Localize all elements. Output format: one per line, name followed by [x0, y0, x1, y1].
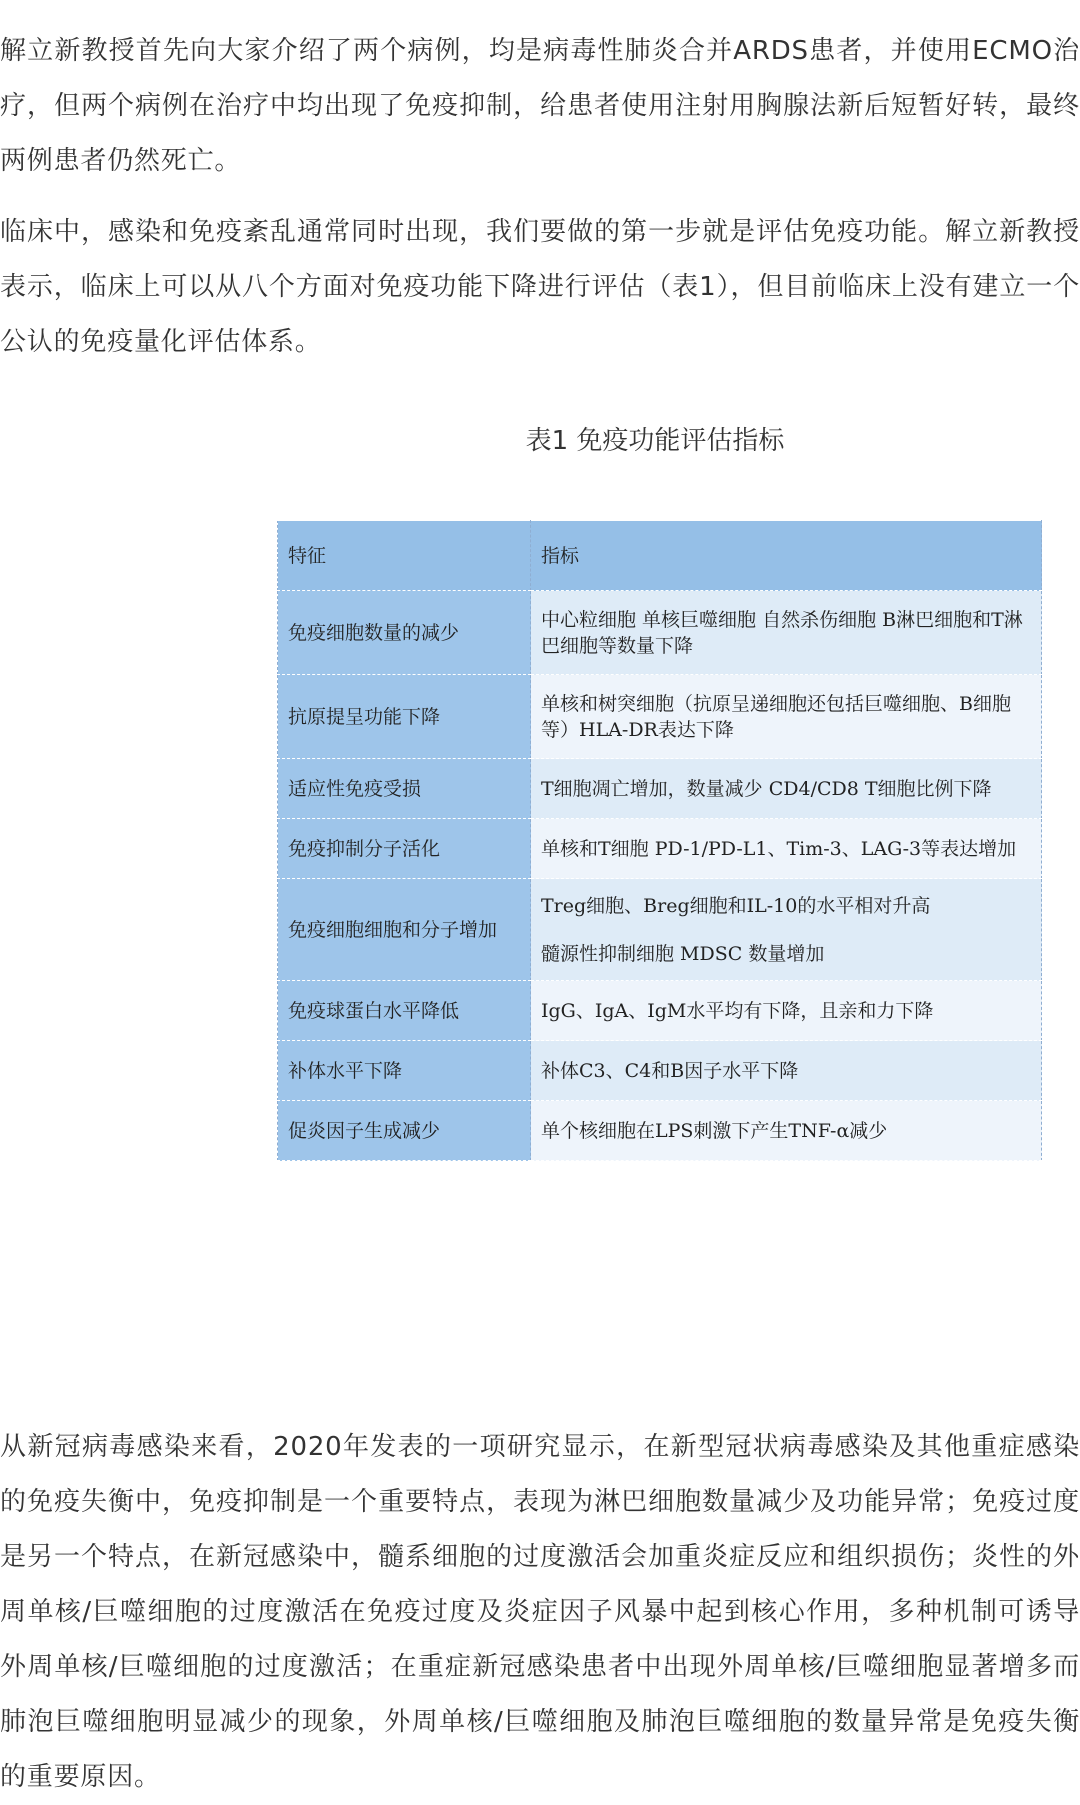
indicator-text: 单个核细胞在LPS刺激下产生TNF-α减少 [541, 1119, 888, 1142]
cell-indicator [531, 981, 1042, 1041]
indicator-text: 单核和T细胞 PD-1/PD-L1、Tim-3、LAG-3等表达增加 [541, 837, 1017, 860]
indicator-text: T细胞凋亡增加，数量减少 CD4/CD8 T细胞比例下降 [541, 777, 992, 800]
table-row [278, 675, 1042, 759]
table-caption: 表1 免疫功能评估指标 [525, 426, 785, 456]
cell-indicator [531, 759, 1042, 819]
paragraph-case-intro: 解立新教授首先向大家介绍了两个病例，均是病毒性肺炎合并ARDS患者，并使用ECMO治疗，但两个病例在治疗中均出现了免疫抑制，给患者使用注射用胸腺法新后短暂好转，最终两例患者仍然死亡。 [0, 36, 1080, 176]
header-feature: 特征 [278, 521, 531, 591]
indicator-text: IgG、IgA、IgM水平均有下降，且亲和力下降 [541, 999, 934, 1022]
table-row [278, 1041, 1042, 1101]
indicator-text: 中心粒细胞 单核巨噬细胞 自然杀伤细胞 B淋巴细胞和T淋巴细胞等数量下降 [541, 608, 1023, 657]
immune-index-table [277, 520, 1042, 1161]
immune-index-table-image [277, 520, 1042, 1161]
table-row [278, 819, 1042, 879]
cell-indicator [531, 675, 1042, 759]
indicator-text: 髓源性抑制细胞 MDSC 数量增加 [541, 942, 825, 965]
table-row [278, 879, 1042, 981]
table-row [278, 591, 1042, 675]
table-header-row [278, 521, 1042, 591]
cell-feature: 促炎因子生成减少 [278, 1101, 531, 1161]
cell-indicator [531, 1101, 1042, 1161]
indicator-text: 补体C3、C4和B因子水平下降 [541, 1059, 799, 1082]
cell-indicator [531, 1041, 1042, 1101]
paragraph-covid-immune-imbalance: 从新冠病毒感染来看，2020年发表的一项研究显示，在新型冠状病毒感染及其他重症感染的免疫失衡中，免疫抑制是一个重要特点，表现为淋巴细胞数量减少及功能异常；免疫过度是另一个特点，在新冠感染中，髓系细胞的过度激活会加重炎症反应和组织损伤；炎性的外周单核/巨噬细胞的过度激活在免疫过度及炎症因子风暴中起到核心作用，多种机制可诱导外周单核/巨噬细胞的过度激活；在重症新冠感染患者中出现外周单核/巨噬细胞显著增多而肺泡巨噬细胞明显减少的现象，外周单核/巨噬细胞及肺泡巨噬细胞的数量异常是免疫失衡的重要原因。 [0, 1432, 1080, 1792]
indicator-text: 单核和树突细胞（抗原呈递细胞还包括巨噬细胞、B细胞等）HLA-DR表达下降 [541, 692, 1011, 741]
cell-feature: 补体水平下降 [278, 1041, 531, 1101]
cell-feature: 适应性免疫受损 [278, 759, 531, 819]
table-row [278, 1101, 1042, 1161]
indicator-text: Treg细胞、Breg细胞和IL-10的水平相对升高 [541, 894, 931, 917]
cell-feature: 免疫细胞数量的减少 [278, 591, 531, 675]
cell-indicator [531, 879, 1042, 981]
header-indicator: 指标 [531, 521, 1042, 591]
cell-indicator [531, 819, 1042, 879]
cell-feature: 免疫抑制分子活化 [278, 819, 531, 879]
table-row [278, 981, 1042, 1041]
table-row [278, 759, 1042, 819]
cell-feature: 抗原提呈功能下降 [278, 675, 531, 759]
cell-indicator [531, 591, 1042, 675]
paragraph-immune-assessment: 临床中，感染和免疫紊乱通常同时出现，我们要做的第一步就是评估免疫功能。解立新教授表示，临床上可以从八个方面对免疫功能下降进行评估（表1），但目前临床上没有建立一个公认的免疫量化评估体系。 [0, 217, 1080, 357]
cell-feature: 免疫球蛋白水平降低 [278, 981, 531, 1041]
cell-feature: 免疫细胞细胞和分子增加 [278, 879, 531, 981]
